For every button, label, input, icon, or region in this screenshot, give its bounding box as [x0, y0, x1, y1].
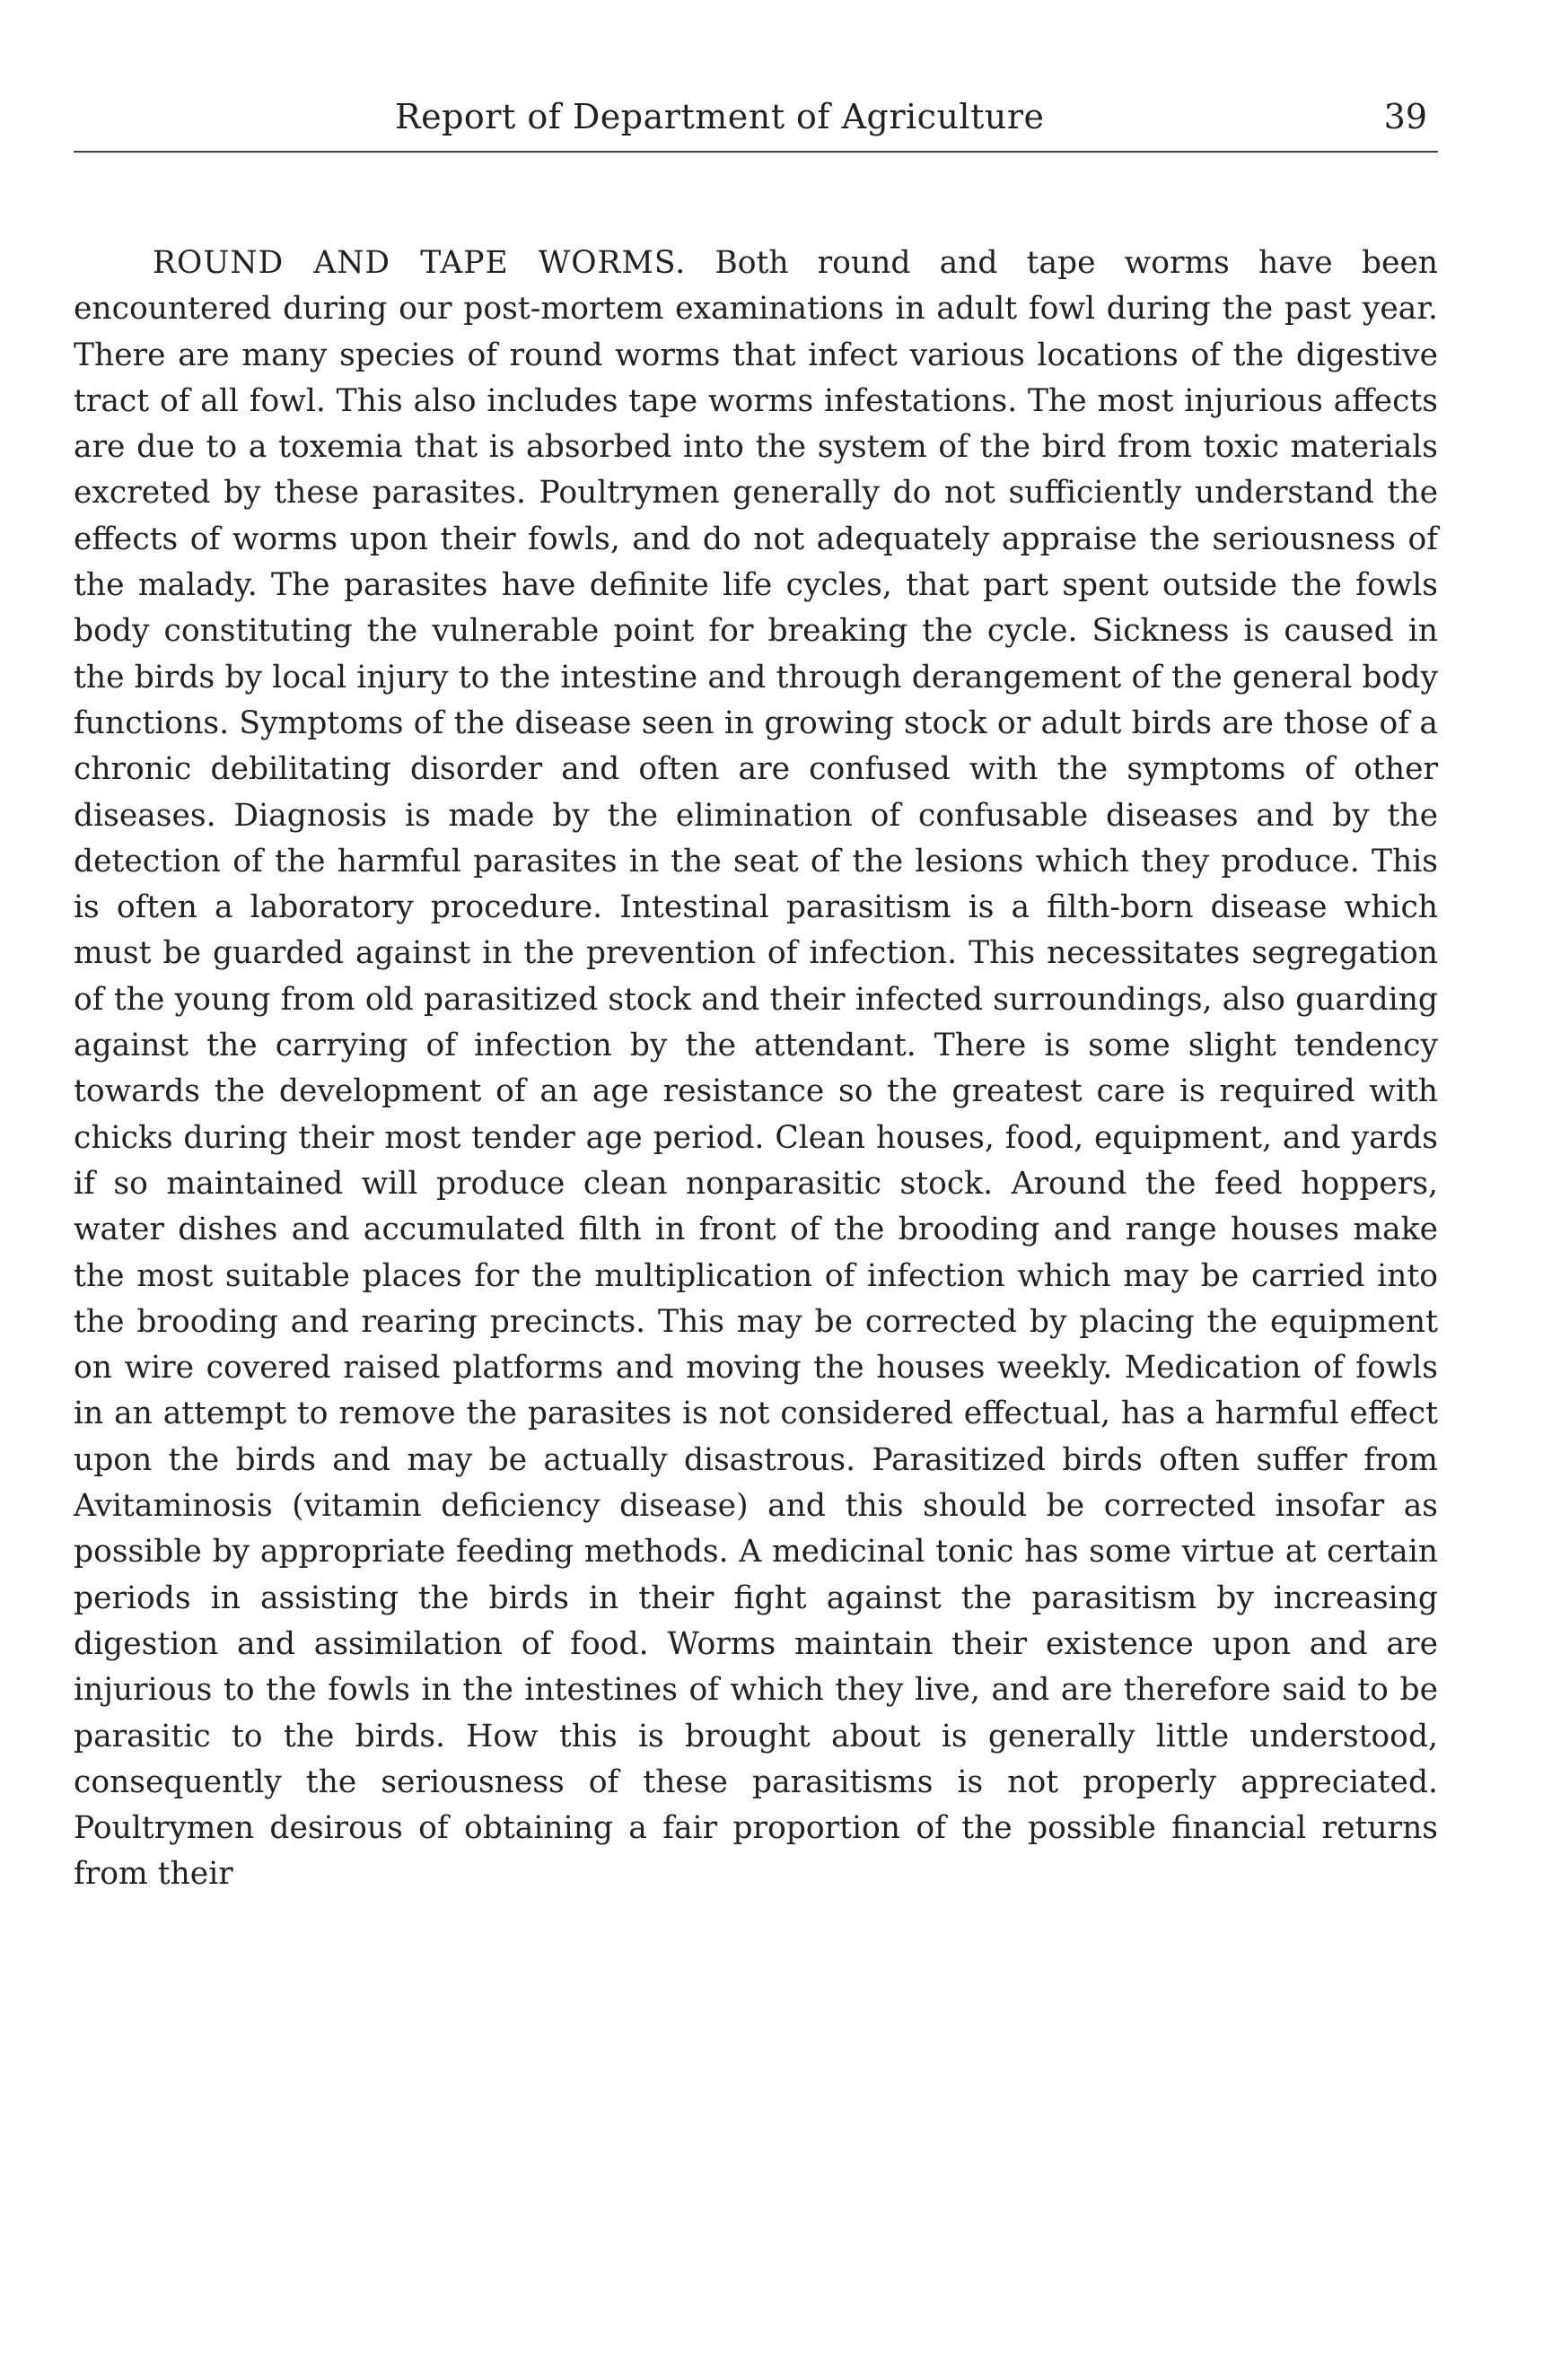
section-heading: ROUND AND TAPE WORMS. [153, 245, 687, 281]
document-page [74, 0, 1438, 2380]
paragraph-text: Both round and tape worms have been encountered during our post-mortem examinations in adult fowl during the past year. There are many species of round worms that infect various locations of the digestive tract of all fowl. This also includes tape worms infestations. The most injurious affects are due to a toxemia that is absorbed into the system of the bird from toxic materials excreted by these parasites. Poultrymen generally do not sufficiently understand the effects of worms upon their fowls, and do not adequately appraise the seriousness of the malady. The parasites have definite life cycles, that part spent outside the fowls body constituting the vulnerable point for breaking the cycle. Sickness is caused in the birds by local injury to the intestine and through derangement of the general body functions. Symptoms of the disease seen in growing stock or adult birds are those of a chronic debilitating disorder and often are confused with the symptoms of other diseases. Diagnosis is made by the elimination of confusable diseases and by the detection of the harmful parasites in the seat of the lesions which they produce. This is often a laboratory procedure. Intestinal parasitism is a filth-born disease which must be guarded against in the prevention of infection. This necessitates segregation of the young from old parasitized stock and their infected surroundings, also guarding against the carrying of infection by the attendant. There is some slight tendency towards the development of an age resistance so the greatest care is required with chicks during their most tender age period. Clean houses, food, equipment, and yards if so maintained will produce clean nonparasitic stock. Around the feed hoppers, water dishes and accumulated filth in front of the brooding and range houses make the most suitable places for the multiplication of infection which may be carried into the brooding and rearing precincts. This may be corrected by placing the equipment on wire covered raised platforms and moving the houses weekly. Medication of fowls in an attempt to remove the parasites is not considered effectual, has a harmful effect upon the birds and may be actually disastrous. Parasitized birds often suffer from Avitaminosis (vitamin deficiency disease) and this should be corrected insofar as possible by appropriate feeding methods. A medicinal tonic has some virtue at certain periods in assisting the birds in their fight against the parasitism by increasing digestion and assimilation of food. Worms maintain their existence upon and are injurious to the fowls in the intestines of which they live, and are therefore said to be parasitic to the birds. How this is brought about is generally little understood, consequently the seriousness of these parasitisms is not properly appreciated. Poultrymen desirous of obtaining a fair proportion of the possible financial returns from their [74, 245, 1438, 1893]
page-number: 39 [1383, 97, 1427, 136]
body-paragraph [74, 241, 1438, 1898]
running-title: Report of Department of Agriculture [395, 97, 1045, 136]
running-header [74, 93, 1438, 153]
